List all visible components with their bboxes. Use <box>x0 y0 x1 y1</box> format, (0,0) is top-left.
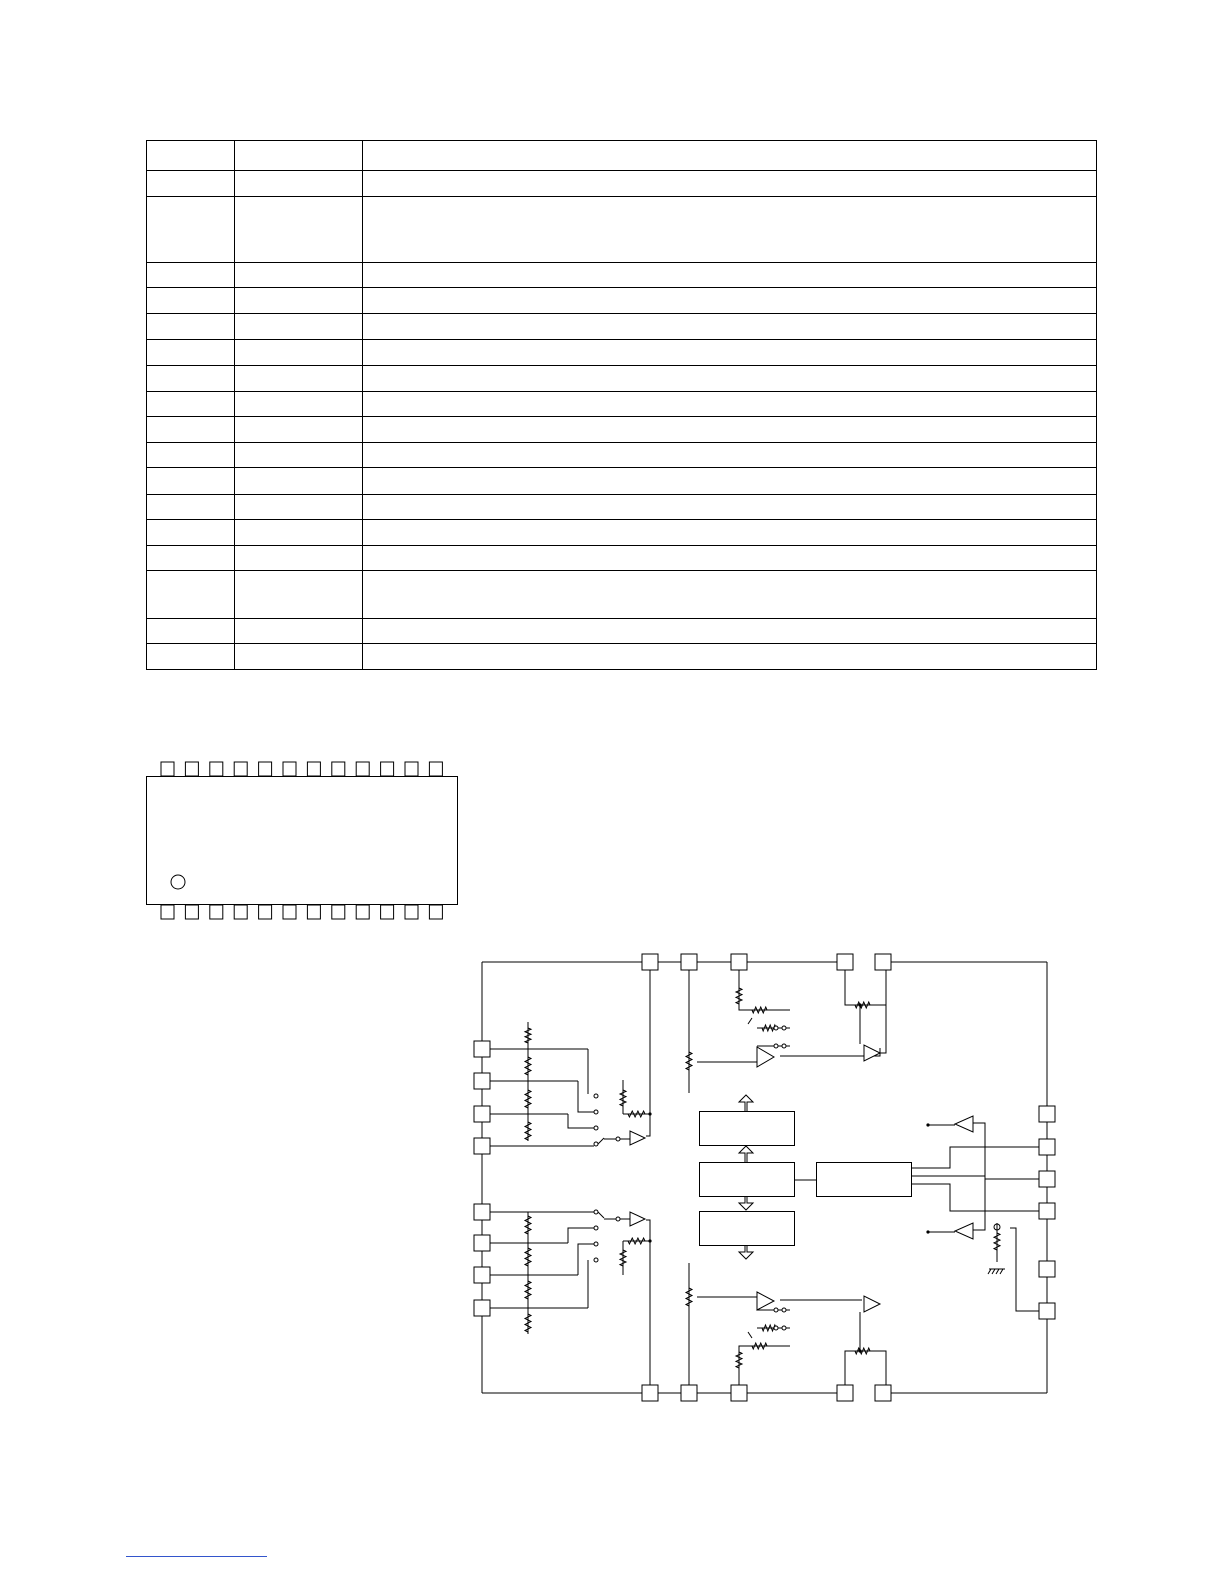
resistor <box>525 1314 531 1332</box>
ic-pin <box>1039 1203 1055 1219</box>
pin-number-cell <box>147 468 235 494</box>
ic-pin <box>1039 1139 1055 1155</box>
pin-name-cell <box>235 546 363 571</box>
resistor <box>525 1122 531 1140</box>
package-pin <box>283 762 296 776</box>
package-body <box>147 777 458 905</box>
pin-number-cell <box>147 494 235 519</box>
buffer-upper-right <box>955 1116 973 1132</box>
ic-pin <box>474 1235 490 1251</box>
ic-pin <box>474 1300 490 1316</box>
resistor <box>525 1281 531 1299</box>
table-row <box>147 546 1097 571</box>
table-row <box>147 262 1097 287</box>
pin-number-cell <box>147 365 235 391</box>
ic-pin <box>837 1385 853 1401</box>
package-pin <box>332 762 345 776</box>
switch-contact <box>774 1044 778 1048</box>
block-diagram-pins <box>474 954 1055 1401</box>
table-row <box>147 571 1097 618</box>
resistor-network <box>525 988 1000 1368</box>
pin-function-cell <box>363 546 1097 571</box>
pin-number-cell <box>147 618 235 643</box>
ic-pin <box>474 1041 490 1057</box>
pin-name-cell <box>235 141 363 171</box>
table-row <box>147 468 1097 494</box>
pin-number-cell <box>147 519 235 545</box>
package-pin <box>210 905 223 919</box>
package-pin <box>356 905 369 919</box>
ic-pin <box>875 1385 891 1401</box>
resistor <box>855 1002 870 1008</box>
package-pin <box>259 905 272 919</box>
switch-array <box>594 1018 786 1338</box>
logic-block-2 <box>700 1163 795 1197</box>
resistor <box>620 1090 626 1106</box>
table-row <box>147 141 1097 171</box>
ic-pin <box>642 954 658 970</box>
resistor <box>855 1348 870 1354</box>
package-pin <box>429 762 442 776</box>
bus-arrow-mid <box>739 1146 753 1162</box>
switch-contact <box>782 1026 786 1030</box>
table-row <box>147 340 1097 365</box>
resistor <box>762 1325 776 1331</box>
ic-pin <box>474 1267 490 1283</box>
resistor <box>525 1216 531 1234</box>
pin-number-cell <box>147 287 235 313</box>
resistor <box>736 988 742 1004</box>
switch-contact <box>616 1217 620 1221</box>
switch-contact <box>782 1308 786 1312</box>
package-pin <box>381 762 394 776</box>
resistor <box>525 1028 531 1043</box>
pin-name-cell <box>235 365 363 391</box>
package-pin <box>283 905 296 919</box>
package-pin <box>381 905 394 919</box>
switch-lever <box>598 1138 604 1144</box>
pin-function-cell <box>363 141 1097 171</box>
table-row <box>147 391 1097 416</box>
package-pins-top <box>161 762 442 776</box>
pin-function-cell <box>363 340 1097 365</box>
resistor <box>628 1238 645 1244</box>
ic-pin <box>681 1385 697 1401</box>
ic-pin <box>1039 1303 1055 1319</box>
ic-pin <box>474 1204 490 1220</box>
pin-number-cell <box>147 171 235 196</box>
pin-function-cell <box>363 468 1097 494</box>
resistor <box>736 1352 742 1368</box>
table-row <box>147 171 1097 196</box>
resistor <box>762 1025 776 1031</box>
table-row <box>147 519 1097 545</box>
pin-number-cell <box>147 391 235 416</box>
opamp-bottom-2 <box>864 1296 880 1312</box>
switch-contact <box>782 1326 786 1330</box>
pin-number-cell <box>147 141 235 171</box>
resistor <box>525 1090 531 1108</box>
switch-contact <box>594 1142 598 1146</box>
package-pin <box>405 762 418 776</box>
switch-contact <box>774 1326 778 1330</box>
table-row <box>147 196 1097 262</box>
resistor <box>994 1233 1000 1250</box>
table-row <box>147 443 1097 468</box>
package-pin <box>185 762 198 776</box>
package-pin <box>405 905 418 919</box>
pin-number-cell <box>147 314 235 340</box>
table-row <box>147 618 1097 643</box>
pin-number-cell <box>147 571 235 618</box>
pin-name-cell <box>235 314 363 340</box>
buffer-lower-right <box>955 1223 973 1239</box>
switch-contact <box>594 1226 598 1230</box>
logic-block-1 <box>700 1112 795 1146</box>
ic-pin <box>837 954 853 970</box>
package-pin <box>234 905 247 919</box>
pin-function-cell <box>363 571 1097 618</box>
pin-function-cell <box>363 262 1097 287</box>
resistor <box>628 1111 645 1117</box>
pin-number-cell <box>147 262 235 287</box>
pin-name-cell <box>235 262 363 287</box>
table-row <box>147 417 1097 443</box>
logic-block-4 <box>817 1163 912 1197</box>
pin-name-cell <box>235 643 363 669</box>
pin-name-cell <box>235 417 363 443</box>
logic-block-3 <box>700 1212 795 1246</box>
switch-contact <box>782 1044 786 1048</box>
pin-function-cell <box>363 618 1097 643</box>
ic-pin <box>731 954 747 970</box>
opamp-top-2 <box>864 1045 880 1061</box>
package-pin <box>234 762 247 776</box>
pin-number-cell <box>147 443 235 468</box>
pin-name-cell <box>235 618 363 643</box>
package-pin <box>185 905 198 919</box>
resistor <box>525 1057 531 1075</box>
package-pin <box>307 905 320 919</box>
resistor <box>686 1288 692 1306</box>
pin-function-cell <box>363 171 1097 196</box>
pin-name-cell <box>235 287 363 313</box>
pin-name-cell <box>235 468 363 494</box>
pin-name-cell <box>235 443 363 468</box>
pin-function-cell <box>363 417 1097 443</box>
resistor <box>752 1343 767 1349</box>
pin-function-cell <box>363 443 1097 468</box>
resistor <box>620 1250 626 1266</box>
opamp-bottom-1 <box>757 1292 774 1310</box>
bus-arrow-mid-down <box>739 1197 753 1210</box>
table-row <box>147 287 1097 313</box>
table-row <box>147 494 1097 519</box>
package-pin <box>429 905 442 919</box>
package-pin <box>210 762 223 776</box>
switch-lever <box>748 1018 752 1024</box>
bus-arrow-up <box>739 1095 753 1111</box>
switch-contact <box>774 1308 778 1312</box>
table-row <box>147 643 1097 669</box>
pin-description-table <box>146 140 1097 670</box>
pin-name-cell <box>235 340 363 365</box>
ic-pin <box>1039 1106 1055 1122</box>
ic-pin <box>875 954 891 970</box>
pin-function-cell <box>363 519 1097 545</box>
pin-function-cell <box>363 314 1097 340</box>
switch-contact <box>594 1258 598 1262</box>
footer-rule <box>126 1556 267 1557</box>
switch-contact <box>594 1126 598 1130</box>
opamp-lower-left <box>630 1212 645 1226</box>
pin-name-cell <box>235 196 363 262</box>
opamp-upper-left <box>630 1131 645 1145</box>
pin-number-cell <box>147 196 235 262</box>
switch-lever <box>748 1332 752 1338</box>
pin-function-cell <box>363 287 1097 313</box>
pin-number-cell <box>147 417 235 443</box>
bus-arrow-down <box>739 1246 753 1259</box>
pin-function-cell <box>363 365 1097 391</box>
package-pin <box>259 762 272 776</box>
opamp-top-1 <box>757 1047 774 1067</box>
pin-function-cell <box>363 643 1097 669</box>
package-pin <box>332 905 345 919</box>
pin-name-cell <box>235 519 363 545</box>
pin-name-cell <box>235 391 363 416</box>
table-row <box>147 314 1097 340</box>
package-pin <box>356 762 369 776</box>
ic-pin <box>731 1385 747 1401</box>
pin-function-cell <box>363 391 1097 416</box>
ic-pin <box>474 1073 490 1089</box>
package-pins-bottom <box>161 905 442 919</box>
switch-lever <box>598 1212 604 1218</box>
pin-number-cell <box>147 340 235 365</box>
package-pin <box>161 905 174 919</box>
ic-pin <box>474 1138 490 1154</box>
pin-number-cell <box>147 643 235 669</box>
pin-function-cell <box>363 494 1097 519</box>
table-row <box>147 365 1097 391</box>
resistor <box>752 1007 767 1013</box>
switch-contact <box>774 1026 778 1030</box>
pin-one-marker <box>171 875 185 889</box>
resistor <box>525 1248 531 1266</box>
ic-pin <box>1039 1171 1055 1187</box>
pin-function-cell <box>363 196 1097 262</box>
pin-name-cell <box>235 494 363 519</box>
pin-name-cell <box>235 571 363 618</box>
resistor <box>686 1052 692 1070</box>
switch-contact <box>594 1210 598 1214</box>
ic-pin <box>642 1385 658 1401</box>
switch-contact <box>594 1094 598 1098</box>
pin-name-cell <box>235 171 363 196</box>
ic-pin <box>681 954 697 970</box>
package-pin <box>161 762 174 776</box>
package-pin <box>307 762 320 776</box>
switch-contact <box>616 1137 620 1141</box>
pin-number-cell <box>147 546 235 571</box>
switch-contact <box>594 1242 598 1246</box>
ic-pin <box>474 1106 490 1122</box>
ic-pin <box>1039 1261 1055 1277</box>
switch-contact <box>594 1110 598 1114</box>
